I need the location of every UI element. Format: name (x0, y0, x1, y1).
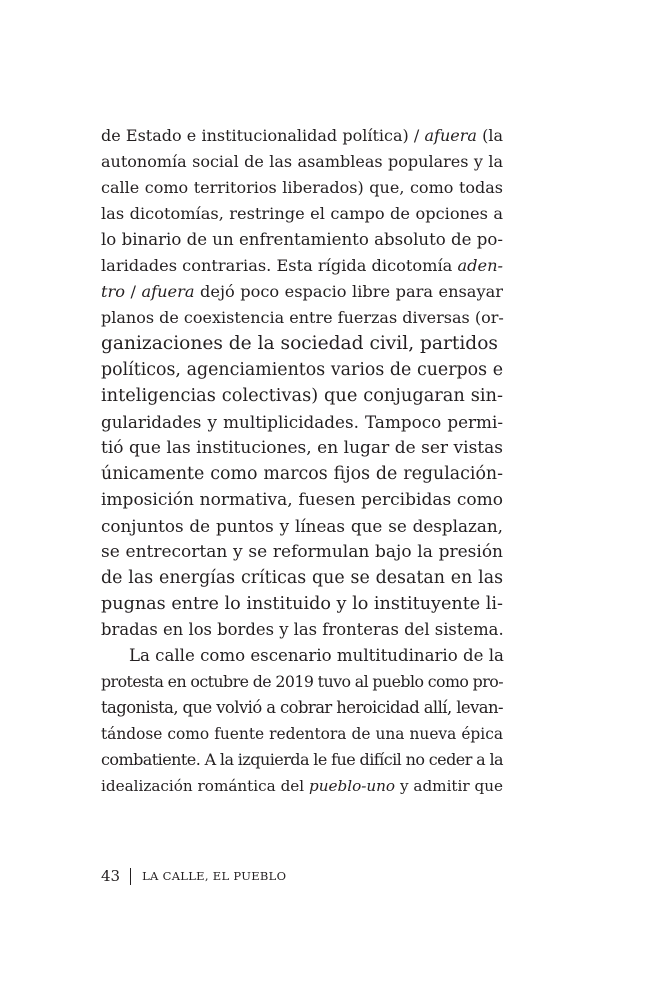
text-line: pugnas entre lo instituido y lo instituyente li- (101, 594, 503, 614)
footer-divider (130, 868, 131, 885)
text-line: únicamente como marcos fijos de regulación- (101, 464, 503, 484)
text-line: tagonista, que volvió a cobrar heroicidad allí, levan- (101, 698, 503, 717)
text-line: conjuntos de puntos y líneas que se desplazan, (101, 516, 503, 536)
text-line: las dicotomías, restringe el campo de opciones a (101, 204, 503, 223)
text-line: de las energías críticas que se desatan en las (101, 568, 503, 588)
text-line: autonomía social de las asambleas populares y la (101, 152, 503, 171)
text-line: protesta en octubre de 2019 tuvo al pueblo como pro- (101, 672, 503, 691)
text-line: se entrecortan y se reformulan bajo la presión (101, 542, 503, 562)
body-text (101, 123, 503, 799)
italic-term: pueblo-uno (309, 777, 396, 795)
italic-term: tro (101, 282, 125, 301)
page-footer (101, 866, 286, 886)
text-line: bradas en los bordes y las fronteras del sistema. (101, 620, 504, 639)
text-line: de Estado e institucionalidad política) / afuera (la (101, 126, 503, 145)
text-line: lo binario de un enfrentamiento absoluto de po- (101, 230, 503, 249)
text-line: laridades contrarias. Esta rígida dicotomía aden- (101, 256, 503, 275)
page-number: 43 (101, 867, 121, 885)
text-line: tro / afuera dejó poco espacio libre para ensayar (101, 282, 503, 301)
italic-term: afuera (141, 282, 195, 301)
text-line: combatiente. A la izquierda le fue difícil no ceder a la (101, 750, 503, 769)
text-line: planos de coexistencia entre fuerzas diversas (or- (101, 308, 504, 327)
italic-term: afuera (424, 126, 477, 145)
text-line: inteligencias colectivas) que conjugaran sin- (101, 385, 503, 406)
text-line: calle como territorios liberados) que, como todas (101, 178, 503, 197)
text-line: imposición normativa, fuesen percibidas como (101, 490, 503, 510)
italic-term: aden- (457, 256, 503, 275)
text-line: ganizaciones de la sociedad civil, partidos (101, 333, 498, 354)
text-line: políticos, agenciamientos varios de cuerpos e (101, 360, 503, 380)
text-line: tió que las instituciones, en lugar de ser vistas (101, 438, 503, 458)
text-line: gularidades y multiplicidades. Tampoco permi- (101, 412, 503, 432)
text-line: idealización romántica del pueblo-uno y admitir que (101, 777, 503, 795)
text-line: tándose como fuente redentora de una nueva épica (101, 725, 503, 743)
text-line: La calle como escenario multitudinario de la (129, 646, 504, 665)
running-head: LA CALLE, EL PUEBLO (142, 869, 287, 883)
